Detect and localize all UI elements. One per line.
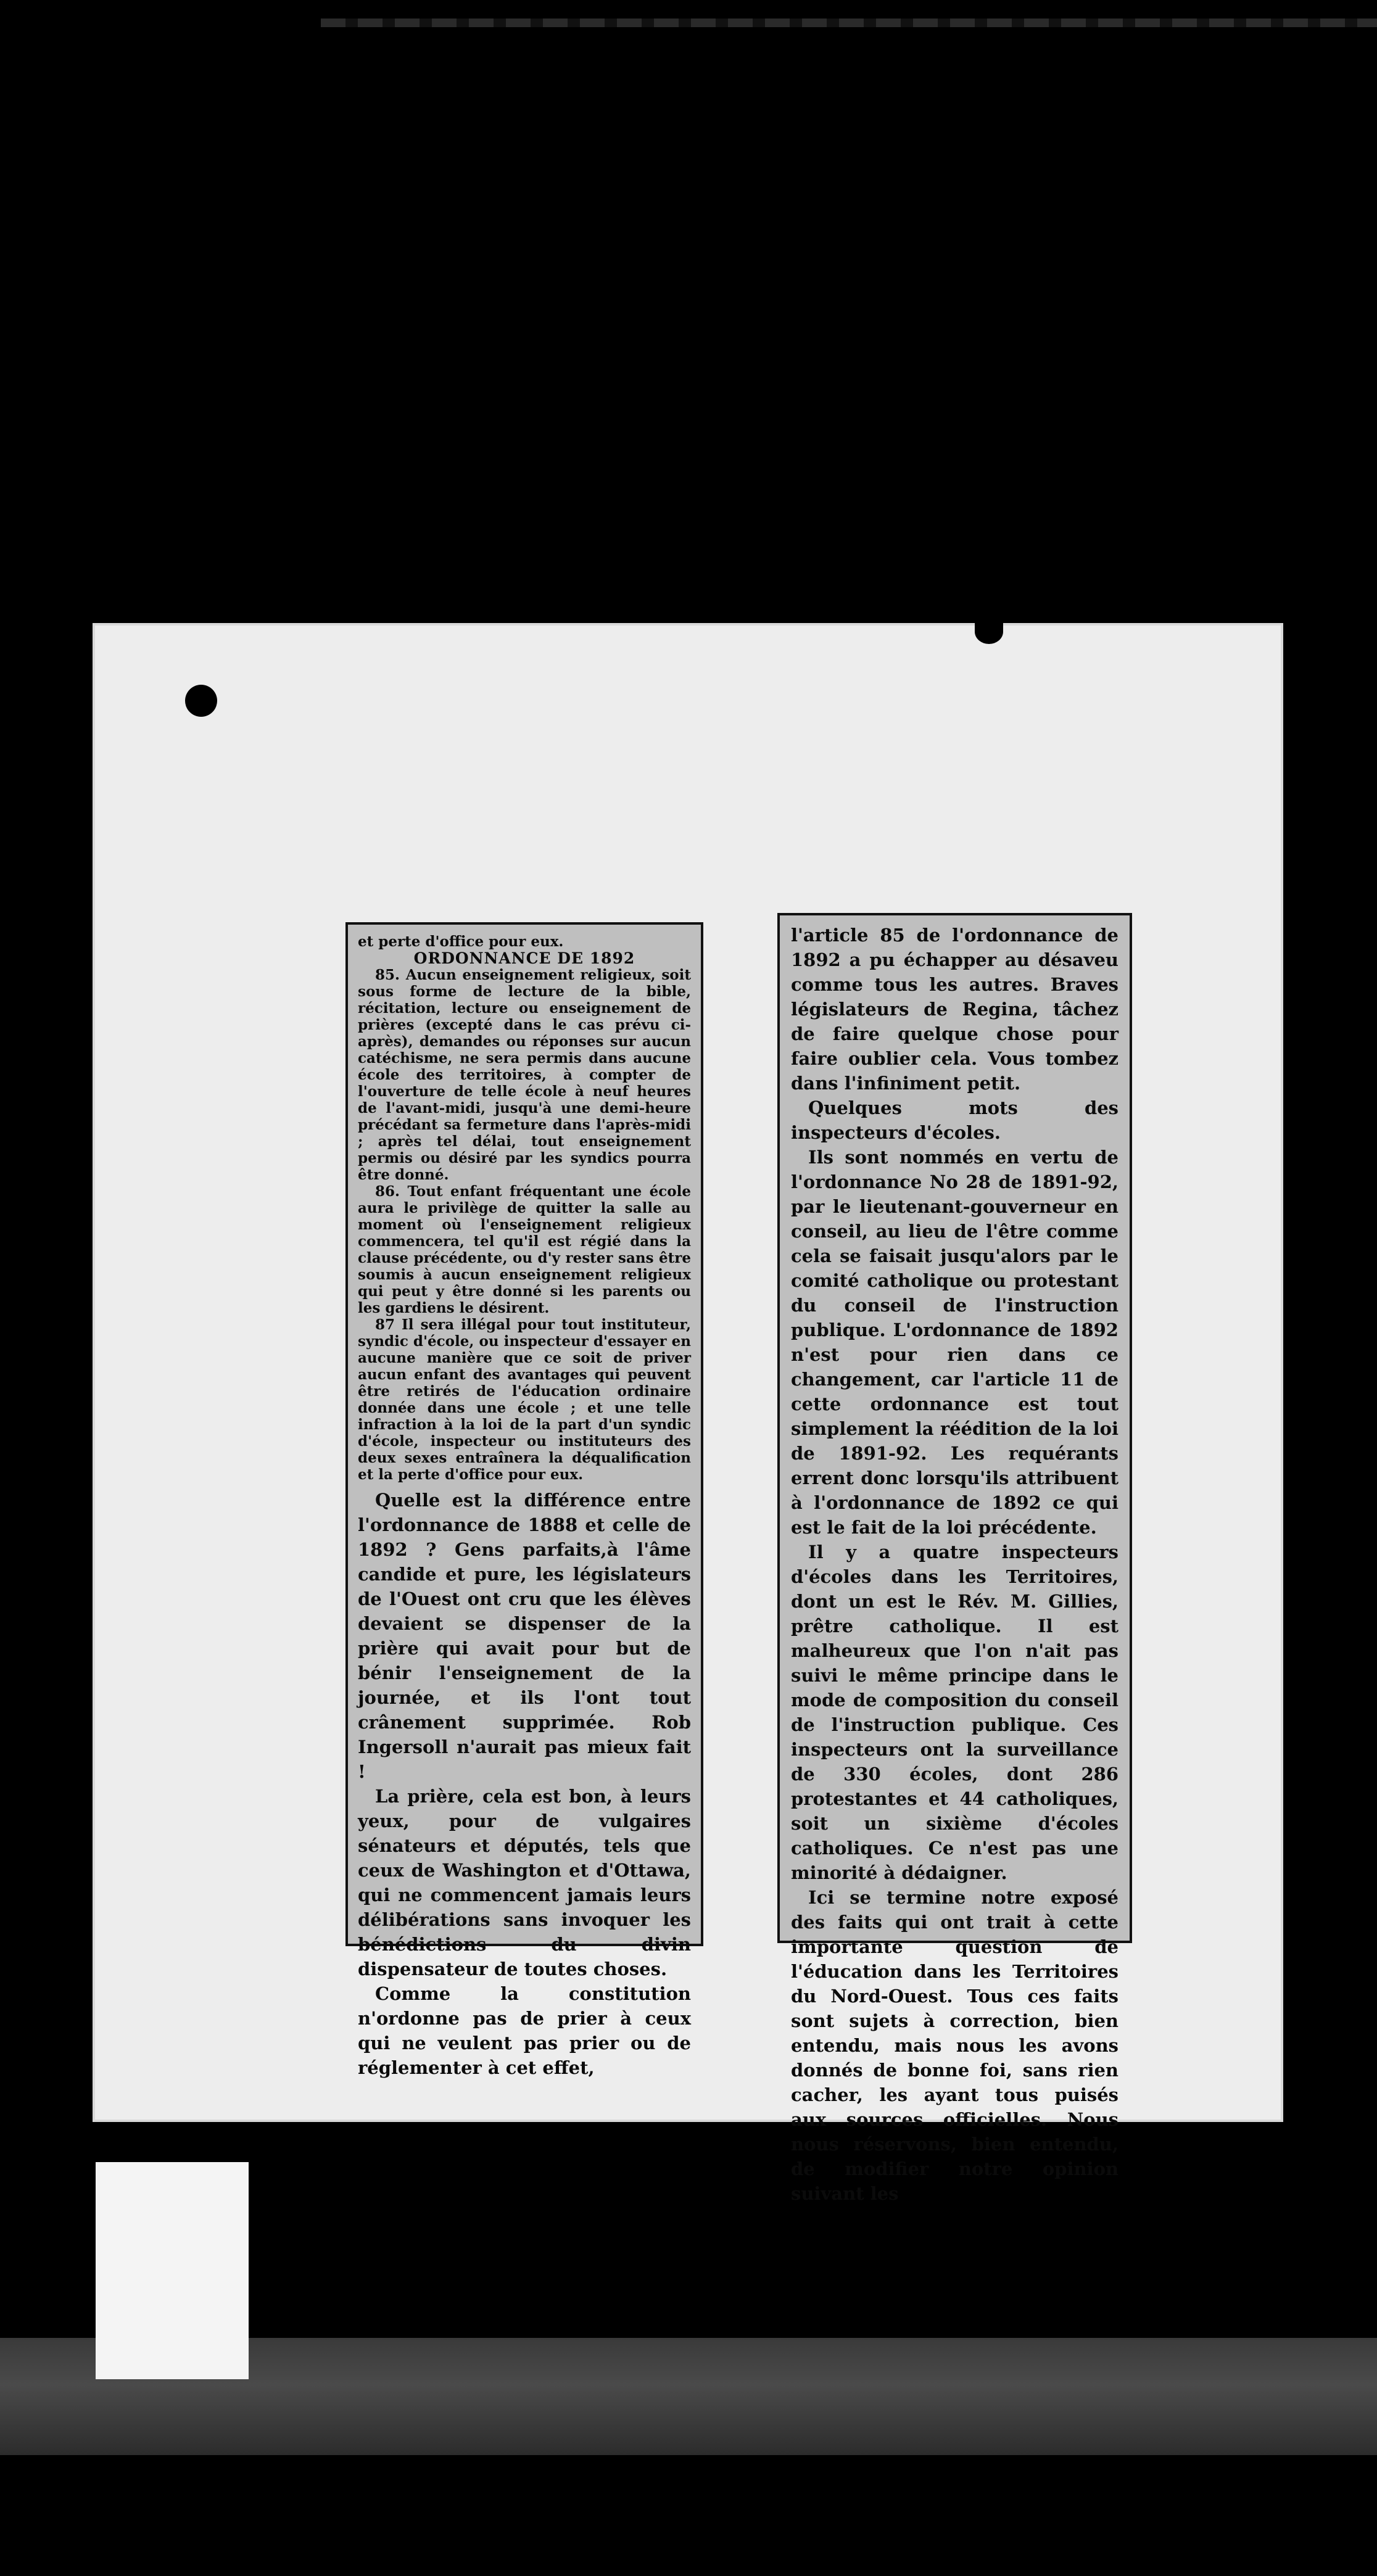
section-heading: ORDONNANCE DE 1892 [413,949,635,967]
newspaper-clipping-left [345,922,703,2078]
article-87: 87 Il sera illégal pour tout instituteur, syndic d'école, ou inspecteur d'essayer en aucune manière que ce soit de priver aucun enfant des avantages qui peuvent être retirés de l'éducation ordinaire donnée dans une école ; et une telle infraction à la loi de la part d'un syndic d'école, inspecteur ou instituteurs des deux sexes entraînera la déqualification et la perte d'office pour eux. [358,1316,691,1483]
article-85: 85. Aucun enseignement religieux, soit sous forme de lecture de la bible, récitation, lecture ou enseignement de prières (excepté dans le cas prévu ci-après), demandes ou réponses sur aucun catéchisme, ne sera permis dans aucune école des territoires, à compter de l'ouverture de telle école à neuf heures de l'avant-midi, jusqu'à une demi-heure précédant sa fermeture dans l'après-midi ; après tel délai, tout enseignement permis ou désiré par les syndics pourra être donné. [358,967,691,1183]
scanned-page [93,623,1283,2204]
paragraph: Ils sont nommés en vertu de l'ordonnance No 28 de 1891-92, par le lieutenant-gouverneur en conseil, au lieu de l'être comme cela se faisait jusqu'alors par le comité catholique ou protestant du conseil de l'instruction publique. L'ordonnance de 1892 n'est pour rien dans ce changement, car l'article 11 de cette ordonnance est tout simplement la réédition de la loi de 1891-92. Les requérants errent donc lorsqu'ils attribuent à l'ordonnance de 1892 ce qui est le fait de la loi précédente. [791,1147,1119,1538]
article-86: 86. Tout enfant fréquentant une école aura le privilège de quitter la salle au moment où l'enseignement religieux commencera, tel qu'il est régié dans la clause précédente, ou d'y rester sans être soumis à aucun enseignement religieux qui peut y être donné si les parents ou les gardiens le désirent. [358,1183,691,1316]
page-notch [975,619,1003,644]
paragraph: La prière, cela est bon, à leurs yeux, pour de vulgaires sénateurs et députés, tels que ceux de Washington et d'Ottawa, qui ne commencent jamais leurs délibérations sans invoquer les bénédictions du divin dispensateur de toutes choses. [358,1786,691,1979]
blank-label-box [96,2162,249,2379]
paragraph: l'article 85 de l'ordonnance de 1892 a pu échapper au désaveu comme tous les autres. Braves législateurs de Regina, tâchez de faire quelque chose pour faire oublier cela. Vous tombez dans l'infiniment petit. [791,925,1119,1094]
first-line: et perte d'office pour eux. [358,933,564,950]
film-edge-strip [321,19,1377,27]
film-bottom-black [0,2455,1377,2576]
paragraph: Ici se termine notre exposé des faits qui ont trait à cette importante question de l'éducation dans les Territoires du Nord-Ouest. Tous ces faits sont sujets à correction, bien entendu, mais nous les avons donnés de bonne foi, sans rien cacher, les ayant tous puisés aux sources officielles. Nous nous réservons, bien entendu, de modifier notre opinion suivant les [791,1887,1119,2204]
paragraph: Quelle est la différence entre l'ordonnance de 1888 et celle de 1892 ? Gens parfaits,à l'âme candide et pure, les législateurs de l'Ouest ont cru que les élèves devaient se dispenser de la prière qui avait pour but de bénir l'enseignement de la journée, et ils l'ont tout crânement supprimée. Rob Ingersoll n'aurait pas mieux fait ! [358,1490,691,1782]
paragraph: Quelques mots des inspecteurs d'écoles. [791,1097,1119,1143]
paragraph: Il y a quatre inspecteurs d'écoles dans les Territoires, dont un est le Rév. M. Gillies, prêtre catholique. Il est malheureux que l'on n'ait pas suivi le même principe dans le mode de composition du conseil de l'instruction publique. Ces inspecteurs ont la surveillance de 330 écoles, dont 286 protestantes et 44 catholiques, soit un sixième d'écoles catholiques. Ce n'est pas une minorité à dédaigner. [791,1542,1119,1883]
newspaper-clipping-right [777,913,1132,2204]
paragraph: Comme la constitution n'ordonne pas de prier à ceux qui ne veulent pas prier ou de réglementer à cet effet, [358,1983,691,2078]
punch-hole [185,685,217,717]
